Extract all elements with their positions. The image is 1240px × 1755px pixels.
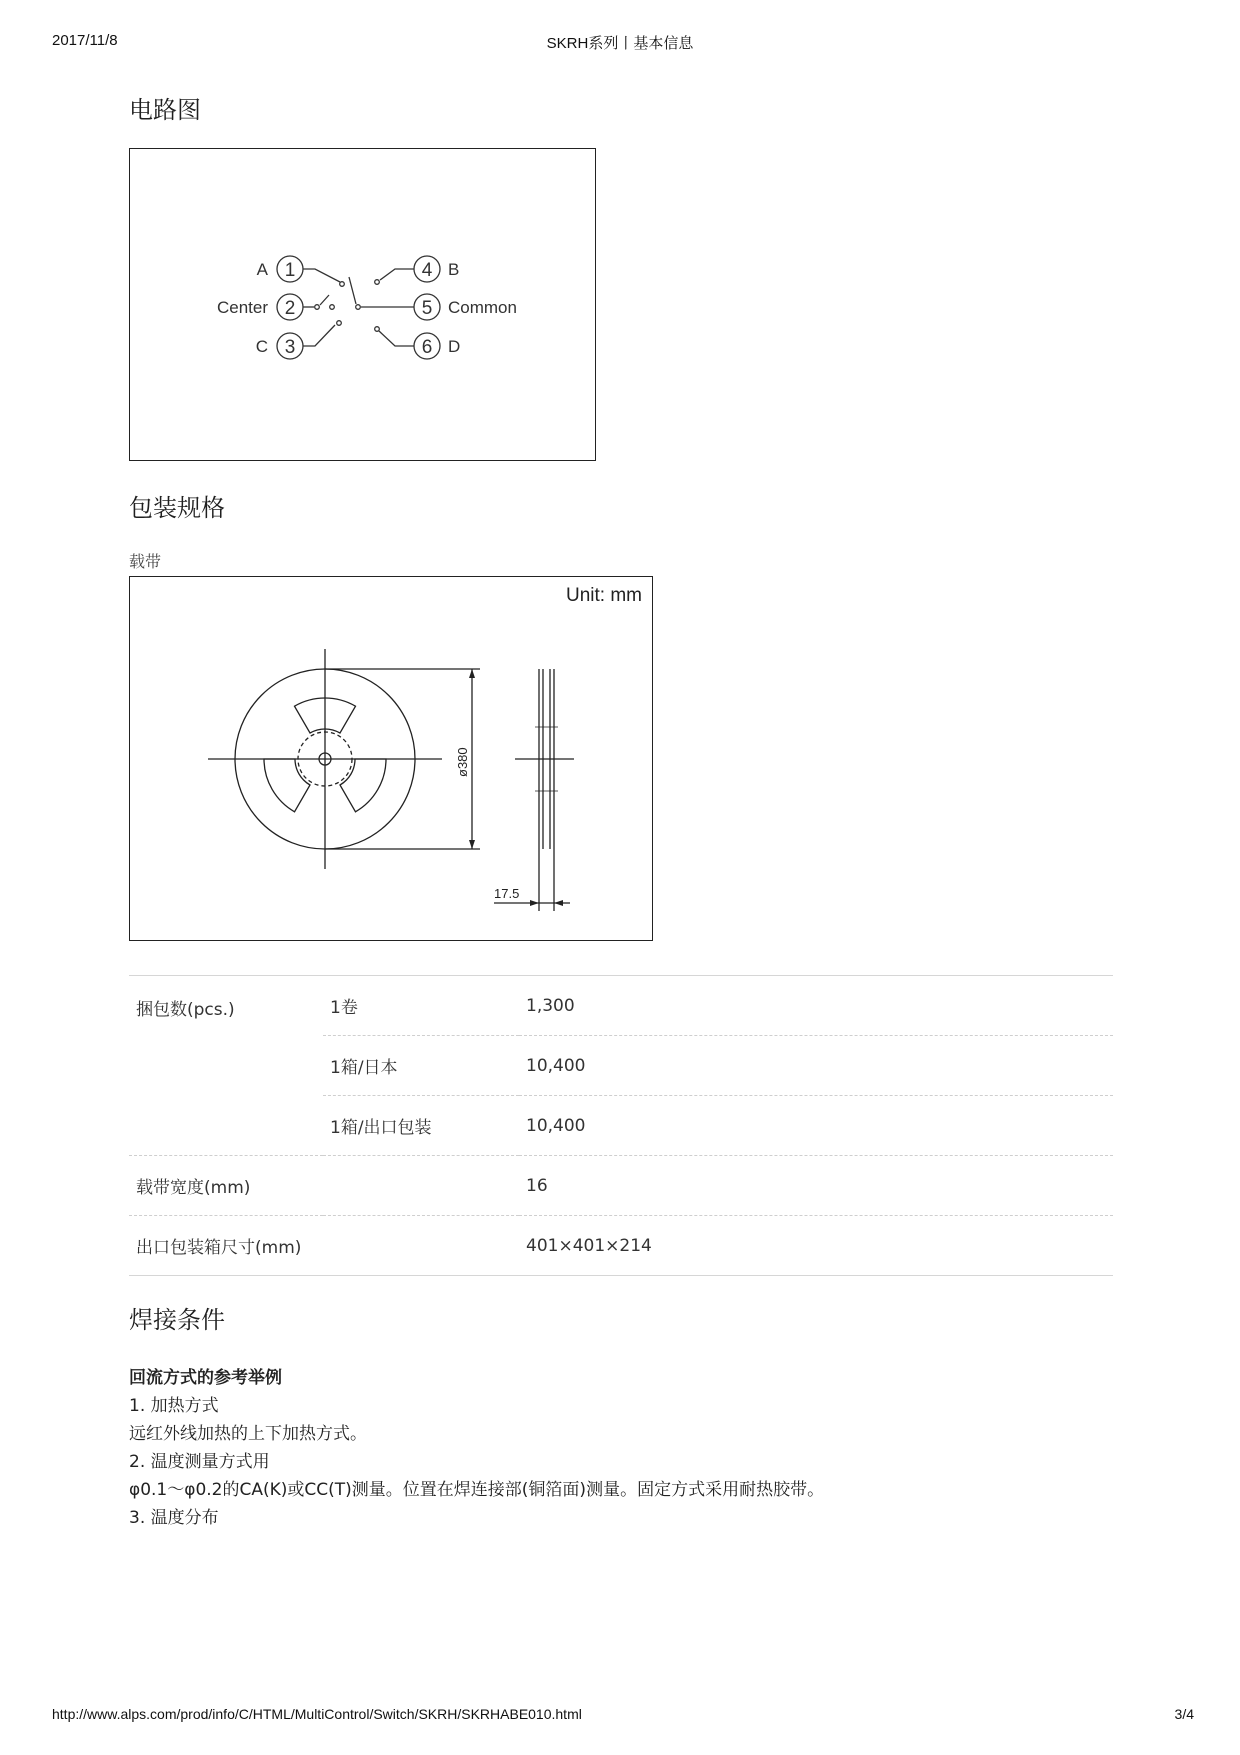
- unit-label: Unit: mm: [566, 585, 642, 606]
- table-cell: 1,300: [526, 995, 575, 1016]
- pin-5-number: 5: [421, 298, 433, 319]
- pin-6-number: 6: [421, 337, 433, 358]
- section-title-packaging: 包装规格: [129, 494, 225, 522]
- pin-4-number: 4: [421, 260, 433, 281]
- section-title-soldering: 焊接条件: [129, 1306, 225, 1334]
- pin-1-label: A: [256, 260, 268, 279]
- reel-diagram: [129, 576, 653, 941]
- reel-window-right: [340, 759, 386, 812]
- reel-window-left: [264, 759, 310, 812]
- switch-blade-center: [320, 295, 329, 305]
- table-cell: 1箱/出口包装: [323, 1096, 519, 1156]
- circuit-diagram: [129, 148, 596, 461]
- wire-pin1: [303, 269, 340, 282]
- pin-3-label: C: [255, 337, 268, 356]
- pin-6-label: D: [448, 337, 461, 356]
- table-cell: 载带宽度(mm): [129, 1156, 519, 1216]
- section-title-circuit: 电路图: [129, 96, 201, 124]
- table-cell: 1卷: [330, 998, 358, 1018]
- soldering-subtitle: 回流方式的参考举例: [129, 1368, 282, 1388]
- pin-1-number: 1: [284, 260, 296, 281]
- table-cell: 401×401×214: [519, 1216, 1113, 1276]
- soldering-line: 1. 加热方式: [129, 1396, 219, 1416]
- pin-5-label: Common: [448, 298, 517, 317]
- width-label: 17.5: [494, 886, 520, 901]
- table-row: [129, 976, 1113, 1036]
- pin-2-label: Center: [216, 298, 268, 317]
- packaging-spec-table: [129, 975, 1113, 1276]
- footer-url[interactable]: http://www.alps.com/prod/info/C/HTML/MultiControl/Switch/SKRH/SKRHABE010.html: [52, 1706, 582, 1722]
- wire-pin3: [303, 325, 335, 346]
- pin-3-number: 3: [284, 337, 296, 358]
- print-date: 2017/11/8: [52, 32, 118, 49]
- wire-pin4: [380, 269, 414, 280]
- table-cell: 10,400: [519, 1096, 1113, 1156]
- soldering-line: 3. 温度分布: [129, 1508, 219, 1528]
- table-row: [129, 1216, 1113, 1276]
- table-cell: 10,400: [519, 1036, 1113, 1096]
- page-number: 3/4: [1174, 1706, 1194, 1722]
- packaging-subtitle: 载带: [129, 552, 162, 571]
- pin-2-number: 2: [284, 298, 296, 319]
- table-cell: 出口包装箱尺寸(mm): [129, 1216, 519, 1276]
- soldering-line: φ0.1～φ0.2的CA(K)或CC(T)测量。位置在焊连接部(铜箔面)测量。固定方式采用耐热胶带。: [129, 1480, 825, 1500]
- table-cell: 16: [519, 1156, 1113, 1216]
- table-cell: 1箱/日本: [323, 1036, 519, 1096]
- pin-4-label: B: [448, 260, 460, 279]
- diameter-label: ø380: [455, 747, 470, 777]
- switch-blade-common: [349, 277, 356, 304]
- wire-pin6: [379, 331, 414, 346]
- table-row: [129, 1156, 1113, 1216]
- soldering-line: 远红外线加热的上下加热方式。: [129, 1424, 367, 1444]
- soldering-line: 2. 温度测量方式用: [129, 1452, 270, 1472]
- group-label: 捆包数(pcs.): [136, 1000, 235, 1020]
- page-header-title: SKRH系列丨基本信息: [546, 35, 694, 52]
